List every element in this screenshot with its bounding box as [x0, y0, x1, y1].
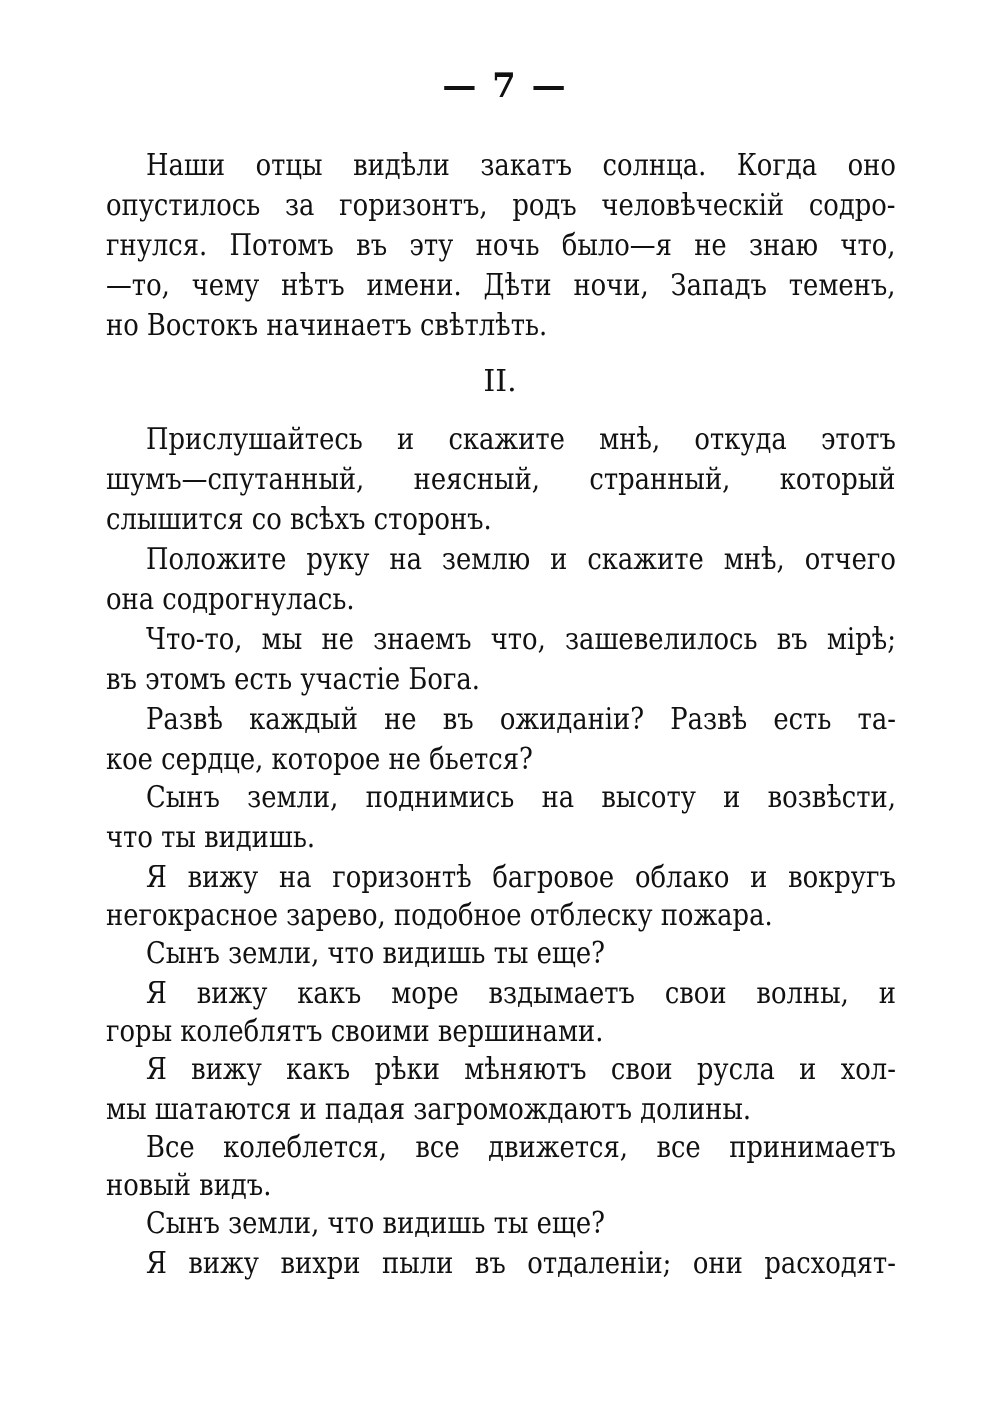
text-line: Сынъ земли, что видишь ты еще?: [146, 936, 605, 971]
text-line: Сынъ земли, что видишь ты еще?: [146, 1206, 605, 1241]
text-line: негокрасное зарево, подобное отблеску пожара.: [106, 898, 773, 933]
text-line: Я вижу какъ рѣки мѣняютъ свои русла и хол-: [146, 1052, 896, 1087]
text-line: Прислушайтесь и скажите мнѣ, откуда этотъ: [146, 422, 896, 457]
text-line: —то, чему нѣтъ имени. Дѣти ночи, Западъ теменъ,: [106, 268, 896, 303]
text-line: Я вижу вихри пыли въ отдаленіи; они расходят-: [146, 1246, 896, 1281]
text-line: Что-то, мы не знаемъ что, зашевелилось въ мірѣ;: [146, 622, 896, 657]
text-line: Все колеблется, все движется, все принимаетъ: [146, 1130, 896, 1165]
text-line: Я вижу на горизонтѣ багровое облако и вокругъ: [146, 860, 896, 895]
text-line: Развѣ каждый не въ ожиданіи? Развѣ есть та-: [146, 702, 896, 737]
page-number: — 7 —: [442, 66, 568, 106]
text-line: что ты видишь.: [106, 820, 316, 855]
text-line: въ этомъ есть участіе Бога.: [106, 662, 480, 697]
text-line: она содрогнулась.: [106, 582, 355, 617]
text-line: Положите руку на землю и скажите мнѣ, отчего: [146, 542, 896, 577]
text-line: шумъ—спутанный, неясный, странный, который: [106, 462, 896, 497]
text-line: Я вижу какъ море вздымаетъ свои волны, и: [146, 976, 896, 1011]
text-line: кое сердце, которое не бьется?: [106, 742, 533, 777]
section-heading: II.: [483, 364, 517, 399]
text-line: мы шатаются и падая загромождаютъ долины.: [106, 1092, 752, 1127]
text-line: опустилось за горизонтъ, родъ человѣческій содро-: [106, 188, 896, 223]
text-line: слышится со всѣхъ сторонъ.: [106, 502, 492, 537]
text-line: но Востокъ начинаетъ свѣтлѣть.: [106, 308, 548, 343]
text-line: гнулся. Потомъ въ эту ночь было—я не знаю что,: [106, 228, 896, 263]
text-line: новый видъ.: [106, 1168, 272, 1203]
text-line: горы колеблятъ своими вершинами.: [106, 1014, 604, 1049]
text-line: Наши отцы видѣли закатъ солнца. Когда оно: [146, 148, 896, 183]
text-line: Сынъ земли, поднимись на высоту и возвѣсти,: [146, 780, 896, 815]
